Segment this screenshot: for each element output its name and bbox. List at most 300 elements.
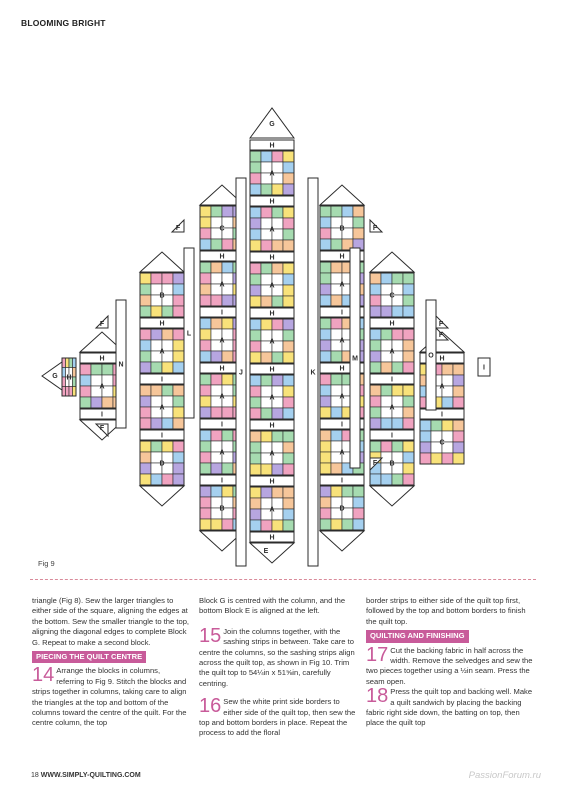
patch [250, 162, 261, 173]
patch [140, 362, 151, 373]
patch [381, 306, 392, 317]
patch [250, 453, 261, 464]
patch [62, 358, 66, 368]
patch [140, 295, 151, 306]
patch [62, 387, 66, 397]
patch [69, 358, 73, 368]
website-link[interactable]: WWW.SIMPLY-QUILTING.COM [40, 772, 141, 779]
patch [353, 486, 364, 497]
patch [73, 358, 77, 368]
patch [283, 263, 294, 274]
patch [211, 486, 222, 497]
patch [403, 306, 414, 317]
patch [283, 431, 294, 442]
patch [250, 408, 261, 419]
patch [140, 329, 151, 340]
patch [250, 330, 261, 341]
section-heading: PIECING THE QUILT CENTRE [32, 651, 146, 663]
text-column-1 [32, 596, 190, 729]
strip-label: I [341, 309, 343, 317]
patch [453, 375, 464, 386]
patch [140, 452, 151, 463]
patch [331, 262, 342, 273]
patch [353, 217, 364, 228]
strip-label: H [269, 422, 275, 430]
patch [283, 487, 294, 498]
patch [200, 284, 211, 295]
patch [200, 295, 211, 306]
patch [403, 441, 414, 452]
patch [353, 497, 364, 508]
patch [453, 397, 464, 408]
patch [320, 430, 331, 441]
patch [250, 498, 261, 509]
patch [331, 407, 342, 418]
patch [140, 340, 151, 351]
patch [320, 217, 331, 228]
patch [200, 262, 211, 273]
patch [370, 396, 381, 407]
strip-label: K [310, 369, 316, 377]
patch [342, 206, 353, 217]
block-label: A [159, 348, 165, 356]
patch [283, 453, 294, 464]
patch [151, 273, 162, 284]
patch [173, 418, 184, 429]
patch [453, 453, 464, 464]
patch [162, 441, 173, 452]
patch [261, 464, 272, 475]
block-label: A [269, 170, 275, 178]
strip-label: H [339, 365, 345, 373]
patch [200, 486, 211, 497]
patch [320, 463, 331, 474]
paragraph: triangle (Fig 8). Sew the larger triangles to either side of the square, aligning the edges at the bottom. Sew the smaller triangle to the top, aligning the diagonal edges to complete Block G. Repeat to make a second block. [32, 596, 190, 647]
patch [250, 285, 261, 296]
patch [453, 364, 464, 375]
patch [403, 474, 414, 485]
step-text: Cut the backing fabric in half across the width. Remove the selvedges and sew the two pieces together using a ½in seam. Press the seam open. [366, 645, 533, 686]
patch [250, 352, 261, 363]
patch [250, 207, 261, 218]
strip-label: O [428, 352, 434, 360]
patch [173, 441, 184, 452]
patch [200, 318, 211, 329]
patch [250, 341, 261, 352]
patch [403, 295, 414, 306]
patch [272, 207, 283, 218]
patch [381, 418, 392, 429]
patch [151, 474, 162, 485]
block-label: A [269, 226, 275, 234]
patch [62, 368, 66, 378]
patch [331, 519, 342, 530]
patch [420, 442, 431, 453]
patch [200, 217, 211, 228]
patch [453, 431, 464, 442]
patch [320, 351, 331, 362]
strip-label: H [269, 142, 275, 150]
patch [392, 474, 403, 485]
patch [222, 262, 233, 273]
step-17 [366, 643, 534, 688]
patch [453, 442, 464, 453]
patch [392, 362, 403, 373]
patch [73, 377, 77, 387]
patch [250, 431, 261, 442]
triangle-label: F [372, 224, 378, 232]
block-label: A [159, 404, 165, 412]
patch [320, 262, 331, 273]
strip-label: H [99, 355, 105, 363]
patch [66, 387, 70, 397]
patch [261, 352, 272, 363]
patch [211, 206, 222, 217]
patch [91, 364, 102, 375]
patch [173, 463, 184, 474]
patch [102, 364, 113, 375]
text-column-3 [366, 596, 534, 729]
patch [80, 386, 91, 397]
patch [250, 173, 261, 184]
step-16 [199, 697, 359, 739]
patch [200, 497, 211, 508]
patch [272, 151, 283, 162]
patch [403, 418, 414, 429]
patch [250, 240, 261, 251]
triangle-label: F [99, 424, 105, 432]
patch [442, 420, 453, 431]
watermark: PassionForum.ru [468, 770, 541, 781]
patch [370, 474, 381, 485]
patch [250, 386, 261, 397]
patch [250, 229, 261, 240]
patch [283, 151, 294, 162]
patch [283, 173, 294, 184]
patch [342, 486, 353, 497]
patch [420, 420, 431, 431]
patch [320, 519, 331, 530]
step-text: Arrange the blocks in columns, referring to Fig 9. Stitch the blocks and strips together in columns, taking care to align the triangles at the top and bottom of the columns toward the centre of the quilt. For the centre column, the top [32, 666, 187, 728]
patch [62, 377, 66, 387]
patch [403, 396, 414, 407]
patch [283, 240, 294, 251]
patch [162, 474, 173, 485]
patch [283, 520, 294, 531]
patch [261, 520, 272, 531]
block-label: A [439, 383, 445, 391]
patch [222, 351, 233, 362]
patch [211, 351, 222, 362]
patch [403, 407, 414, 418]
patch [211, 239, 222, 250]
patch [403, 340, 414, 351]
triangle-block [320, 531, 364, 551]
patch [250, 296, 261, 307]
patch [261, 296, 272, 307]
figure-caption: Fig 9 [38, 559, 55, 568]
patch [272, 520, 283, 531]
block-label: A [339, 281, 345, 289]
block-label: A [269, 506, 275, 514]
patch [200, 340, 211, 351]
patch [392, 273, 403, 284]
patch [211, 430, 222, 441]
page-number: 18 [31, 772, 39, 779]
patch [403, 273, 414, 284]
patch [173, 340, 184, 351]
patch [370, 362, 381, 373]
patch [283, 341, 294, 352]
patch [222, 519, 233, 530]
step-14 [32, 666, 190, 728]
patch [200, 351, 211, 362]
patch [320, 206, 331, 217]
patch [140, 418, 151, 429]
patch [250, 442, 261, 453]
patch [283, 442, 294, 453]
strip-label: H [269, 198, 275, 206]
patch [261, 240, 272, 251]
strip-label: I [221, 477, 223, 485]
patch [381, 273, 392, 284]
triangle-label: F [372, 459, 378, 467]
patch [211, 318, 222, 329]
patch [381, 474, 392, 485]
step-text: Join the columns together, with the sashing strips in between. Take care to centre the columns, so the sashing strips align across the quilt top, as shown in Fig 10. Trim the quilt top to 54¼in x 51⅝in, carefully centring. [199, 626, 355, 688]
patch [442, 364, 453, 375]
patch [200, 385, 211, 396]
strip-label: I [391, 432, 393, 440]
patch [331, 206, 342, 217]
strip-label: I [391, 376, 393, 384]
patch [370, 273, 381, 284]
patch [140, 396, 151, 407]
patch [261, 207, 272, 218]
patch [392, 441, 403, 452]
patch [370, 441, 381, 452]
patch [320, 385, 331, 396]
patch [162, 362, 173, 373]
strip-label: H [269, 310, 275, 318]
patch [370, 418, 381, 429]
patch [392, 329, 403, 340]
strip-label: H [439, 355, 445, 363]
patch [403, 351, 414, 362]
patch [320, 407, 331, 418]
patch [320, 486, 331, 497]
patch [272, 319, 283, 330]
patch [140, 306, 151, 317]
block-label: A [269, 282, 275, 290]
triangle-label: F [175, 224, 181, 232]
patch [320, 228, 331, 239]
patch [283, 386, 294, 397]
block-label: B [159, 292, 165, 300]
patch [431, 453, 442, 464]
patch [73, 368, 77, 378]
strip-label: L [186, 330, 192, 338]
step-15 [199, 624, 359, 689]
patch [200, 239, 211, 250]
paragraph: border strips to either side of the quilt top first, followed by the top and bottom borders to finish the quilt top. [366, 596, 526, 626]
strip-label: H [269, 254, 275, 262]
patch [173, 474, 184, 485]
patch [173, 284, 184, 295]
patch [162, 273, 173, 284]
patch [320, 374, 331, 385]
patch [250, 263, 261, 274]
patch [331, 374, 342, 385]
patch [320, 452, 331, 463]
block-label: A [219, 449, 225, 457]
patch [272, 296, 283, 307]
triangle-label: F [438, 320, 444, 328]
patch [353, 519, 364, 530]
patch [173, 329, 184, 340]
patch [272, 240, 283, 251]
block-label: A [389, 348, 395, 356]
patch [320, 441, 331, 452]
patch [342, 519, 353, 530]
strip-label: I [161, 376, 163, 384]
step-number: 18 [366, 685, 389, 708]
patch [250, 487, 261, 498]
patch [140, 273, 151, 284]
patch [151, 362, 162, 373]
patch [283, 330, 294, 341]
patch [200, 273, 211, 284]
patch [272, 487, 283, 498]
patch [320, 284, 331, 295]
block-label: C [219, 225, 225, 233]
block-label: B [389, 460, 395, 468]
patch [320, 329, 331, 340]
patch [403, 452, 414, 463]
patch [173, 295, 184, 306]
patch [320, 295, 331, 306]
patch [140, 407, 151, 418]
patch [331, 351, 342, 362]
patch [200, 329, 211, 340]
block-label: A [219, 281, 225, 289]
patch [162, 418, 173, 429]
strip-label: N [118, 361, 124, 369]
patch [140, 284, 151, 295]
patch [162, 385, 173, 396]
patch [173, 273, 184, 284]
block-label: D [339, 505, 345, 513]
triangle-label: F [99, 320, 105, 328]
patch [392, 418, 403, 429]
patch [162, 306, 173, 317]
block-label: A [219, 337, 225, 345]
patch [140, 385, 151, 396]
page-footer [31, 772, 141, 779]
patch [320, 340, 331, 351]
patch [250, 464, 261, 475]
block-label: B [219, 505, 225, 513]
patch [420, 431, 431, 442]
patch [403, 362, 414, 373]
patch [403, 385, 414, 396]
patch [320, 396, 331, 407]
patch [331, 239, 342, 250]
patch [222, 206, 233, 217]
patch [261, 408, 272, 419]
strip-label: I [341, 477, 343, 485]
patch [272, 352, 283, 363]
patch [272, 464, 283, 475]
patch [200, 206, 211, 217]
step-18 [366, 687, 534, 729]
patch [140, 351, 151, 362]
patch [200, 430, 211, 441]
block-label: A [99, 383, 105, 391]
strip-label: I [441, 411, 443, 419]
patch [222, 318, 233, 329]
patch [381, 329, 392, 340]
patch [250, 509, 261, 520]
patch [162, 329, 173, 340]
patch [353, 206, 364, 217]
patch [250, 319, 261, 330]
patch [370, 340, 381, 351]
triangle-label: G [52, 372, 58, 380]
patch [353, 228, 364, 239]
patch [222, 239, 233, 250]
patch [320, 508, 331, 519]
patch [200, 452, 211, 463]
patch [261, 263, 272, 274]
block-label: C [389, 292, 395, 300]
strip-label: I [101, 411, 103, 419]
patch [173, 396, 184, 407]
patch [200, 508, 211, 519]
patch [381, 385, 392, 396]
strip-label: I [161, 432, 163, 440]
triangle-block [140, 486, 184, 506]
patch [250, 218, 261, 229]
step-number: 14 [32, 664, 55, 687]
patch [200, 441, 211, 452]
patch [272, 184, 283, 195]
patch [283, 162, 294, 173]
strip-label: H [219, 365, 225, 373]
strip-label: H [219, 253, 225, 261]
patch [200, 396, 211, 407]
patch [173, 362, 184, 373]
patch [283, 296, 294, 307]
patch [250, 397, 261, 408]
patch [140, 463, 151, 474]
patch [151, 385, 162, 396]
patch [453, 386, 464, 397]
patch [283, 285, 294, 296]
block-label: B [339, 225, 345, 233]
patch [403, 463, 414, 474]
patch [261, 151, 272, 162]
patch [222, 295, 233, 306]
patch [331, 295, 342, 306]
strip-label: J [239, 369, 243, 377]
patch [222, 407, 233, 418]
strip-label: H [159, 320, 165, 328]
triangle-label: F [438, 331, 444, 339]
divider [30, 579, 536, 580]
block-label: A [269, 394, 275, 402]
patch [272, 375, 283, 386]
